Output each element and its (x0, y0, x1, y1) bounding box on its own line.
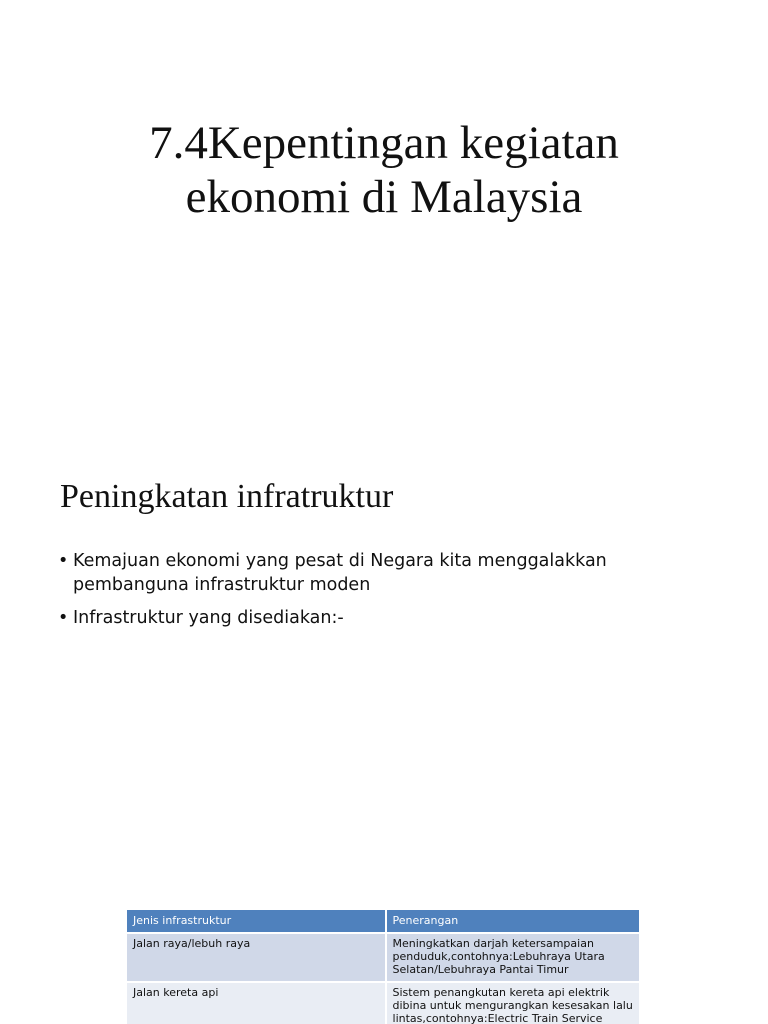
bullet-text: Infrastruktur yang disediakan:- (73, 608, 344, 628)
bullet-item (58, 549, 698, 597)
table-row (127, 933, 640, 982)
bullet-text: Kemajuan ekonomi yang pesat di Negara kita menggalakkan pembanguna infrastruktur moden (73, 551, 607, 595)
column-header-type: Jenis infrastruktur (127, 910, 386, 933)
column-header-description: Penerangan (386, 910, 640, 933)
bullet-icon: • (58, 551, 69, 571)
table-row (127, 982, 640, 1024)
slide-title-line-2: ekonomi di Malaysia (185, 171, 583, 223)
slide-title (0, 116, 768, 224)
cell-type: Jalan raya/lebuh raya (127, 933, 386, 982)
infrastructure-table (127, 910, 641, 1024)
bullet-list (58, 549, 698, 639)
bullet-icon: • (58, 608, 69, 628)
slide-title-line-1: 7.4Kepentingan kegiatan (149, 117, 619, 169)
cell-description: Sistem penangkutan kereta api elektrik dibina untuk mengurangkan kesesakan lalu lintas,contohnya:Electric Train Service (386, 982, 640, 1024)
section-heading: Peningkatan infratruktur (60, 478, 394, 515)
table-header-row (127, 910, 640, 933)
cell-type: Jalan kereta api (127, 982, 386, 1024)
cell-description: Meningkatkan darjah ketersampaian penduduk,contohnya:Lebuhraya Utara Selatan/Lebuhraya Pantai Timur (386, 933, 640, 982)
bullet-item (58, 606, 698, 630)
